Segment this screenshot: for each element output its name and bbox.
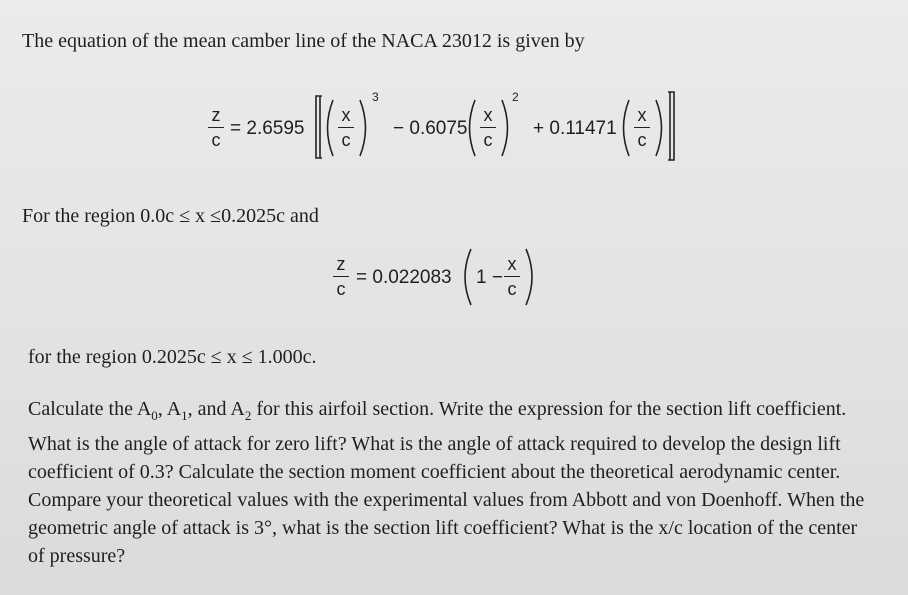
eq2-lhs-fraction: z c <box>333 254 349 299</box>
eq1-exponent-2: 2 <box>512 90 519 104</box>
region-2-text: for the region 0.2025c ≤ x ≤ 1.000c. <box>28 346 317 368</box>
intro-text: The equation of the mean camber line of the NACA 23012 is given by <box>22 30 585 52</box>
eq2-coefficient: = 0.022083 <box>356 267 452 288</box>
region-1-text: For the region 0.0c ≤ x ≤0.2025c and <box>22 205 319 227</box>
eq1-lhs-fraction: z c <box>208 105 224 150</box>
question-paragraph: Calculate the $A_0$, $A_1$, and $A_2$ for this airfoil section. Write the expression for the section lift coefficient. What is the angle of attack for zero lift? What is the angle of attack required to develop the design lift coefficient of 0.3? Calculate the section moment coefficient about the theoretical aerodynamic center. Compare your theoretical values with the experimental values from Abbott and von Doenhoff. When the geometric angle of attack is 3°, what is the section lift coefficient? What is the x/c location of the center of pressure? <box>28 398 865 567</box>
eq1-exponent-3: 3 <box>372 90 379 104</box>
eq1-coefficient: = 2.6595 <box>230 118 305 139</box>
eq1-x-over-c-2: x c <box>480 105 496 150</box>
eq1-term3: + 0.11471 <box>533 118 617 139</box>
eq1-term2: − 0.6075 <box>393 118 468 139</box>
eq2-x-over-c: x c <box>504 254 520 299</box>
eq1-x-over-c-1: x c <box>338 105 354 150</box>
eq1-x-over-c-3: x c <box>634 105 650 150</box>
eq2-one-minus: 1 − <box>476 267 503 288</box>
